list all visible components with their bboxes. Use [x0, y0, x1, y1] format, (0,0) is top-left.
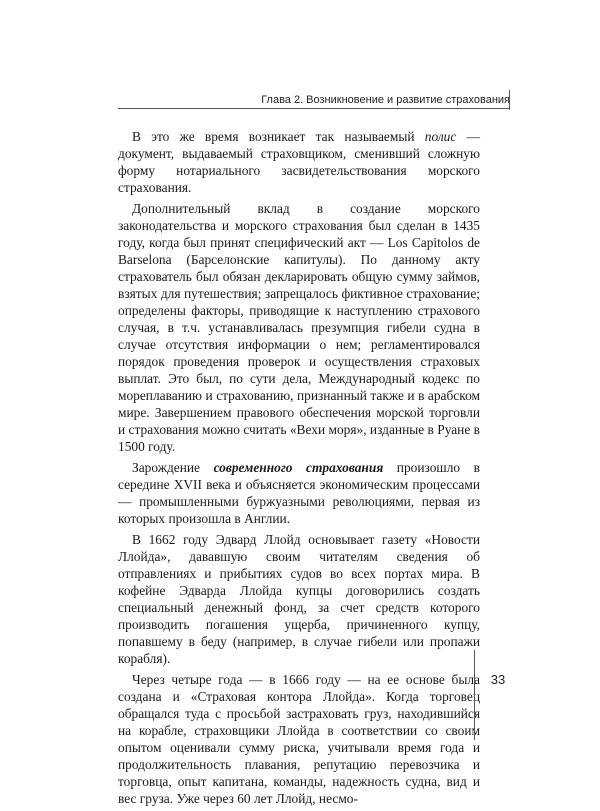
page-number-rule	[474, 650, 475, 740]
paragraph-text: В это же время возникает так называемый	[132, 129, 425, 144]
term-polis: полис	[424, 129, 457, 144]
page-body	[118, 128, 480, 811]
paragraph-text: — документ, выдаваемый страховщиком, сменивший сложную форму нотариального засвидетельствования морского страхования.	[118, 129, 480, 195]
paragraph-text: произошло в середине XVII века и объясняется экономическим процессами — промышленными буржуазными революциями, первая из которых произошла в Англии.	[118, 460, 480, 526]
term-modern-insurance: современного страхования	[213, 460, 384, 475]
paragraph-text: Зарождение	[132, 460, 214, 475]
paragraph-barcelona: Дополнительный вклад в создание морского законодательства и морского страхования был сделан в 1435 году, когда был принят специфический акт — Los Capitolos de Barselona (Барселонские капитулы). По данному акту страхователь был обязан декларировать общую сумму займов, взятых для путешествия; запрещалось фиктивное страхование; определены факторы, приводящие к наступлению страхового случая, в т.ч. устанавливалась презумпция гибели судна в случае отсутствия информации о нем; регламентировался порядок проведения проверок и осуществления страховых выплат. Это был, по сути дела, Международный кодекс по мореплаванию и страхованию, признанный также и в арабском мире. Завершением правового обеспечения морской торговли и страхования можно считать «Вехи моря», изданные в Руане в 1500 году.	[118, 201, 480, 454]
header-vertical-rule	[509, 90, 510, 110]
paragraph-polis	[118, 128, 480, 196]
paragraph-modern-insurance	[118, 459, 480, 527]
paragraph-lloyd-1666: Через четыре года — в 1666 году — на ее основе была создана и «Страховая контора Ллойда». Когда торговец обращался туда с просьбой застраховать груз, находившийся на корабле, страховщики Ллойда в соответствии со своим опытом оценивали сумму риска, учитывали время года и продолжительность плавания, репутацию перевозчика и торговца, опыт капитана, команды, надежность судна, вид и вес груза. Уже через 60 лет Ллойд, несмо-	[118, 672, 480, 806]
running-header: Глава 2. Возникновение и развитие страхования	[261, 94, 510, 106]
header-rule	[118, 108, 510, 109]
paragraph-lloyd-1662: В 1662 году Эдвард Ллойд основывает газету «Новости Ллойда», дававшую своим читателям сведения об отправлениях и прибытиях судов во всех портах мира. В кофейне Эдварда Ллойда купцы договорились создать специальный денежный фонд, за счет средств которого производить погашения ущерба, причиненного купцу, попавшему в беду (например, в случае гибели или пропажи корабля).	[118, 532, 480, 666]
page-number: 33	[490, 672, 506, 687]
